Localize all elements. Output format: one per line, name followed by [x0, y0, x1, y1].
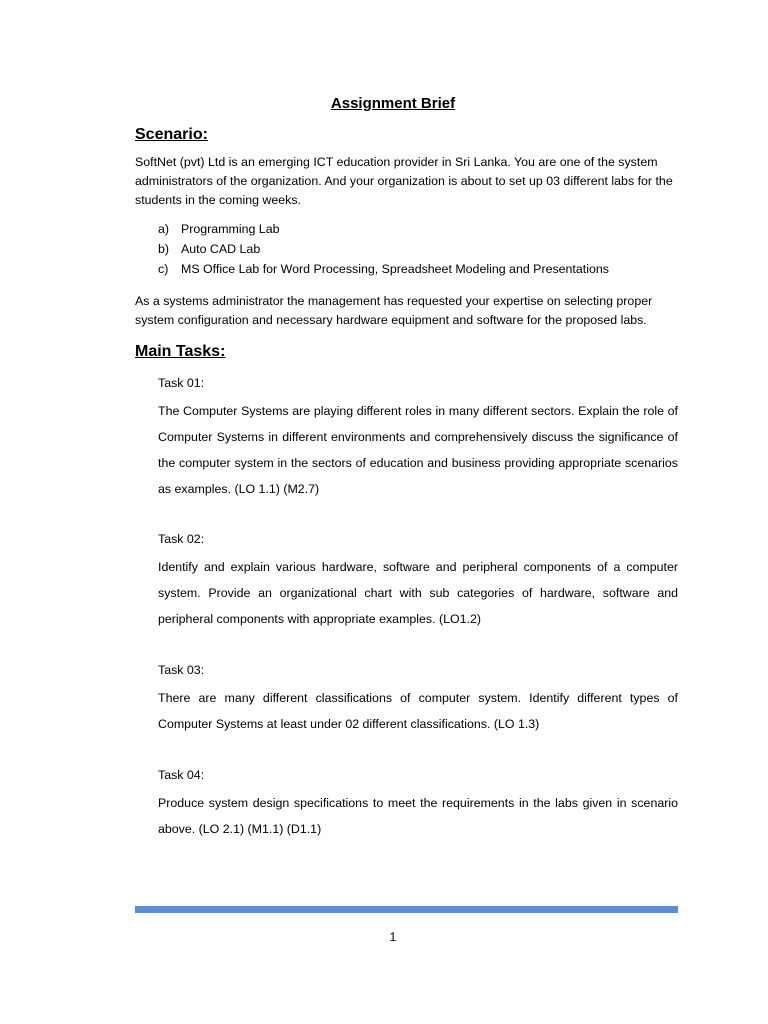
task-label: Task 03: [158, 663, 205, 677]
scenario-request: As a systems administrator the management has requested your expertise on selecting proper system configuration and necessary hardware equipment and software for the proposed labs. [135, 294, 653, 327]
scenario-intro: SoftNet (pvt) Ltd is an emerging ICT education provider in Sri Lanka. You are one of the system administrators of the organization. And your organization is about to set up 03 different labs for the students in the coming weeks. [135, 155, 673, 207]
task-label: Task 01: [158, 376, 205, 390]
lab-list [158, 219, 609, 279]
task-body: Identify and explain various hardware, software and peripheral components of a computer system. Provide an organizational chart with sub categories of hardware, software and peripheral components with appropriate examples. (LO1.2) [158, 560, 678, 626]
list-marker: b) [158, 242, 170, 256]
footer-divider [135, 906, 678, 913]
list-item [158, 239, 609, 259]
page-number: 1 [389, 930, 397, 944]
document-title: Assignment Brief [330, 95, 456, 112]
task-body: Produce system design specifications to meet the requirements in the labs given in scenario above. (LO 2.1) (M1.1) (D1.1) [158, 796, 678, 836]
list-marker: a) [158, 222, 170, 236]
list-item [158, 219, 609, 239]
list-item [158, 259, 609, 279]
list-item-text: Programming Lab [181, 222, 280, 236]
task-label: Task 02: [158, 532, 205, 546]
task-03 [158, 660, 678, 737]
scenario-heading: Scenario: [135, 126, 208, 143]
task-01 [158, 373, 678, 502]
task-04 [158, 765, 678, 842]
task-body: The Computer Systems are playing different roles in many different sectors. Explain the role of Computer Systems in different environments and comprehensively discuss the significance of the computer system in the sectors of education and business providing appropriate scenarios as examples. (LO 1.1) (M2.7) [158, 404, 678, 496]
list-item-text: MS Office Lab for Word Processing, Spreadsheet Modeling and Presentations [181, 262, 609, 276]
task-body: There are many different classifications of computer system. Identify different types of Computer Systems at least under 02 different classifications. (LO 1.3) [158, 691, 678, 731]
list-item-text: Auto CAD Lab [181, 242, 261, 256]
task-label: Task 04: [158, 768, 205, 782]
list-marker: c) [158, 262, 169, 276]
main-tasks-heading: Main Tasks: [135, 343, 226, 360]
task-02 [158, 529, 678, 632]
